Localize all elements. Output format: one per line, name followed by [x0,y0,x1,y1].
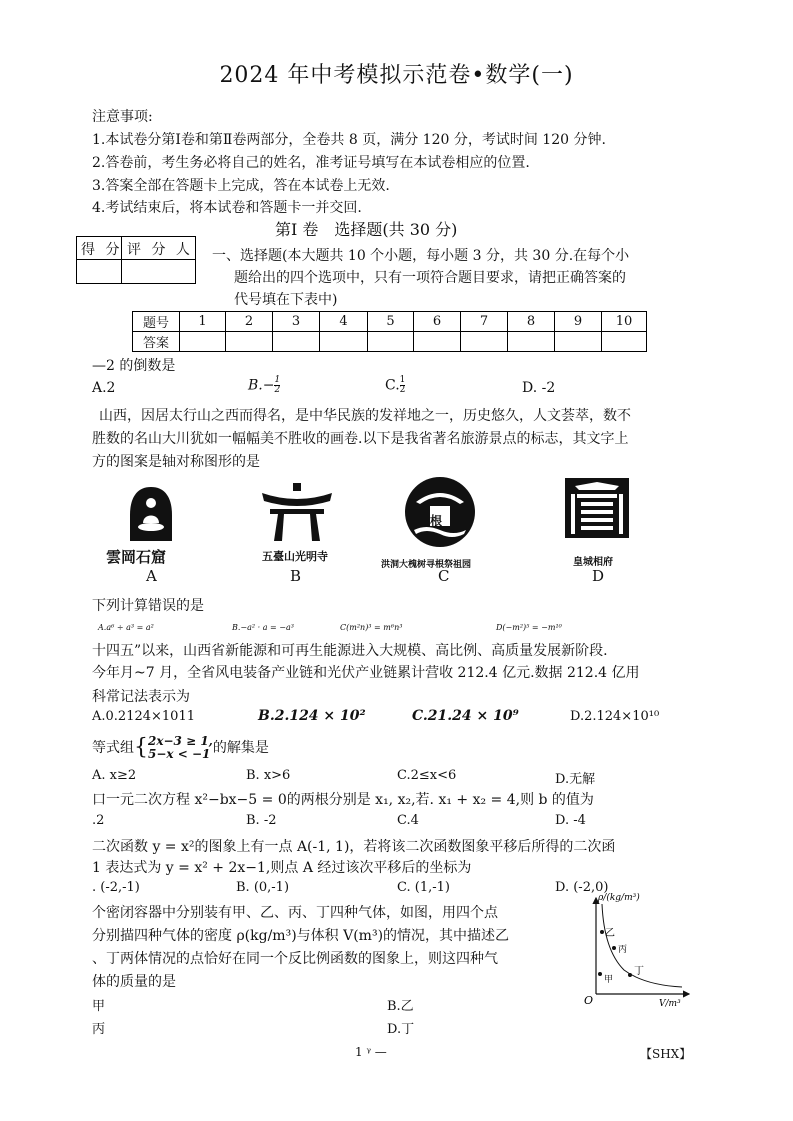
buddha-logo-icon [126,485,176,543]
question-number: 10 [602,312,647,332]
point-label: 丙 [618,945,628,955]
answer-cell[interactable] [273,332,320,352]
q7-option-c: C. (1,-1) [397,880,450,895]
answer-cell[interactable] [508,332,555,352]
question-number: 8 [508,312,555,332]
seal-character: 根 [430,514,443,528]
q8-option-d: D.丁 [387,1022,415,1037]
point-label: 乙 [605,928,615,939]
q4-stem-line: 十四五”以来，山西省新能源和可再生能源进入大规模、高比例、高质量发展新阶段. [92,643,608,659]
part1-instruction: 一、选择题(本大题共 10 个小题，每小题 3 分，共 30 分.在每个小 [212,248,630,264]
q5-option-d: D.无解 [555,772,596,787]
answer-cell[interactable] [602,332,647,352]
q8-option-b: B.乙 [387,999,414,1014]
q7-option-d: D. (-2,0) [555,880,609,895]
point-jia [598,972,602,976]
q8-stem-line: 个密闭容器中分别装有甲、乙、丙、丁四种气体，如图，用四个点 [92,905,498,921]
q3-option-a: A.a⁶ ÷ a³ = a² [98,623,154,632]
part1-instruction: 题给出的四个选项中，只有一项符合题目要求，请把正确答案的 [234,270,626,286]
density-volume-graph [574,890,694,1010]
logo-letter: B [290,567,302,585]
q8-stem-line: 、丁两体情况的点恰好在同一个反比例函数的图象上，则这四种气 [92,951,498,967]
q5-option-a: A. x≥2 [92,768,137,783]
q6-stem: 口一元二次方程 x²−bx−5 = 0的两根分别是 x₁, x₂,若. x₁ + x₂ = 4,则 b 的值为 [92,792,594,808]
q3-option-d: D(−m²)⁵ = −m¹⁰ [496,623,562,632]
q3-stem: 下列计算错误的是 [92,598,204,614]
answer-cell[interactable] [226,332,273,352]
q4-option-b: B.2.124 × 10² [258,708,366,724]
q4-option-a: A.0.2124×1011 [92,709,195,724]
answer-cell[interactable] [414,332,461,352]
question-number: 1 [180,312,226,332]
temple-gate-logo-icon [260,483,334,543]
notes-heading: 注意事项: [92,109,153,125]
q1-option-d: D. -2 [522,380,556,396]
q5-stem: 等式组{ 2x−3 ≥ 1, 5−x < −1 的解集是 [92,734,269,761]
q1-option-a: A.2 [92,380,116,396]
q6-option-d: D. -4 [555,813,586,828]
table-row-label: 题号 [133,312,180,332]
question-number: 4 [320,312,368,332]
paper-title: 2024 年中考模拟示范卷•数学(一) [219,63,574,88]
q6-option-b: B. -2 [246,813,277,828]
answer-table [132,311,647,352]
part1-instruction: 代号填在下表中) [234,292,338,308]
grade-box [76,236,196,284]
note-item: 4.考试结束后，将本试卷和答题卡一并交回. [92,200,362,216]
q2-stem-line: 山西，因居太行山之西而得名，是中华民族的发祥地之一，历史悠久，人文荟萃，数不 [99,408,631,424]
q4-stem-line: 今年月~7 月，全省风电装备产业链和光伏产业链累计营收 212.4 亿元.数据 212.4 亿用 [92,665,640,681]
q8-stem-line: 体的质量的是 [92,974,176,990]
point-label: 丁 [634,966,644,977]
answer-cell[interactable] [320,332,368,352]
q2-stem-line: 方的图案是轴对称图形的是 [92,454,260,470]
table-row-label: 答案 [133,332,180,352]
question-number: 6 [414,312,461,332]
origin-label: O [584,994,594,1007]
question-number: 5 [368,312,414,332]
logo-letter: D [592,567,605,585]
y-axis-label: ρ/(kg/m³) [598,893,640,903]
question-number: 9 [555,312,602,332]
q4-option-d: D.2.124×10¹⁰ [570,709,660,724]
answer-cell[interactable] [180,332,226,352]
note-item: 2.答卷前，考生务必将自己的姓名，准考证号填写在本试卷相应的位置. [92,155,530,171]
point-label: 甲 [604,975,614,985]
mansion-seal-logo-icon [561,474,633,542]
page-number: 1 ᵞ — [355,1045,387,1059]
q6-option-a: .2 [92,813,105,828]
logo-caption: 雲岡石窟 [106,548,167,566]
note-item: 3.答案全部在答题卡上完成，答在本试卷上无效. [92,178,390,194]
q2-stem-line: 胜数的名山大川犹如一幅幅美不胜收的画卷.以下是我省著名旅游景点的标志，其文字上 [92,431,629,447]
answer-cell[interactable] [461,332,508,352]
q8-option-a: 甲 [92,999,106,1014]
score-label: 得 分 [81,242,123,258]
logo-letter: A [146,567,157,585]
q5-option-b: B. x>6 [246,768,291,783]
q4-stem-line: 科常记法表示为 [92,689,190,705]
q1-option-b: B.− $\frac{1}{2}$ [248,375,281,395]
logo-caption: 洪洞大槐树寻根祭祖园 [381,560,472,570]
q3-option-c: C(m²n)³ = m⁶n³ [340,623,403,632]
q5-option-c: C.2≤x<6 [397,768,457,783]
q8-stem-line: 分别描四种气体的密度 ρ(kg/m³)与体积 V(m³)的情况，其中描述乙 [92,928,510,944]
q8-option-c: 丙 [92,1022,106,1037]
q7-stem-line: 二次函数 y = x²的图象上有一点 A(-1, 1)，若将该二次函数图象平移后所得的二次函 [92,839,616,855]
q7-stem-line: 1 表达式为 y = x² + 2x−1,则点 A 经过该次平移后的坐标为 [92,860,472,876]
q6-option-c: C.4 [397,813,419,828]
q7-option-b: B. (0,-1) [236,880,290,895]
grader-label: 评 分 人 [127,242,193,258]
q4-option-c: C.21.24 × 10⁹ [412,708,519,724]
answer-cell[interactable] [368,332,414,352]
paper-code: 【SHX】 [640,1047,692,1061]
question-number: 3 [273,312,320,332]
point-bing [612,946,616,950]
answer-cell[interactable] [555,332,602,352]
question-number: 2 [226,312,273,332]
note-item: 1.本试卷分第Ⅰ卷和第Ⅱ卷两部分，全卷共 8 页，满分 120 分，考试时间 120 分钟. [92,132,606,148]
x-axis-label: V/m³ [659,999,681,1009]
logo-caption: 五臺山光明寺 [262,550,328,563]
q7-option-a: . (-2,-1) [92,880,140,895]
point-yi [600,930,604,934]
q3-option-b: B.−a² · a = −a³ [232,623,294,632]
logo-caption: 皇城相府 [573,557,613,568]
q1-stem: —2 的倒数是 [92,358,176,374]
q1-option-c: C. $\frac{1}{2}$ [385,375,406,395]
section-title: 第Ⅰ 卷 选择题(共 30 分) [275,220,458,239]
logo-letter: C [438,567,450,585]
point-ding [628,973,632,977]
question-number: 7 [461,312,508,332]
